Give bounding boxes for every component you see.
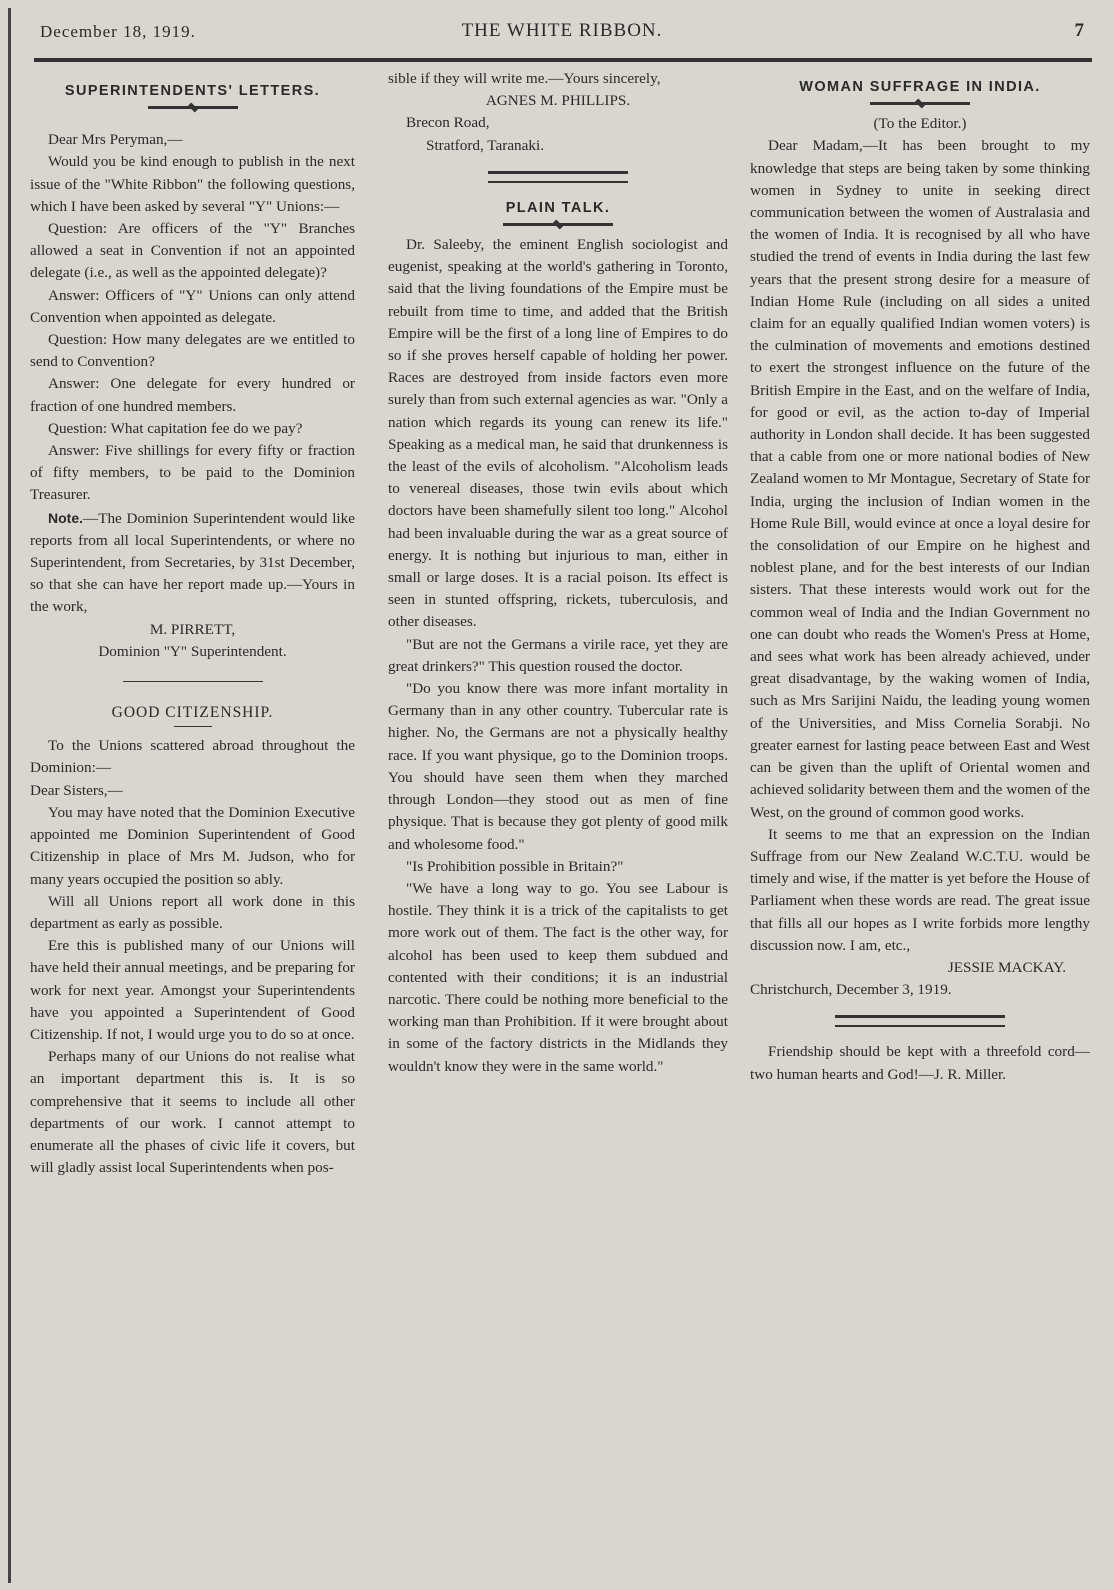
column-left [30,68,355,1179]
paragraph: Question: What capitation fee do we pay? [48,419,303,437]
woman-suffrage-heading: WOMAN SUFFRAGE IN INDIA. [799,79,1041,95]
signature-name: AGNES M. PHILLIPS. [485,92,631,110]
paragraph: Answer: Five shillings for every fifty or fraction of fifty members, to be paid to the Dominion Treasurer. [30,442,355,504]
page-number: 7 [1074,20,1084,41]
paragraph: "Is Prohibition possible in Britain?" [406,857,624,875]
paragraph: "But are not the Germans a virile race, yet they are great drinkers?" This question roused the doctor. [388,635,728,675]
subheading: (To the Editor.) [873,115,967,133]
paragraph: Question: How many delegates are we entitled to send to Convention? [30,331,355,371]
paragraph: "We have a long way to go. You see Labour is hostile. They think it is a trick of the capitalists to get more work out of them. The fact is the other way, for alcohol has been used to keep them subdued and contented with their conditions; it is an industrial narcotic. There could be nothing more beneficial to the working man than Prohibition. If it were brought about in some of the factory districts in the Midlands they wouldn't know they were in the same world." [388,879,728,1075]
signature-name: M. PIRRETT, [149,620,236,638]
letter-continuation: sible if they will write me.—Yours sincerely, [388,70,661,87]
paragraph: Answer: One delegate for every hundred or fraction of one hundred members. [30,375,355,415]
superintendents-heading: SUPERINTENDENTS' LETTERS. [64,83,321,99]
address-line-2: Stratford, Taranaki. [426,136,545,154]
ornament-divider [148,106,238,109]
paragraph: Perhaps many of our Unions do not realise what an important department this is. It is so comprehensive that it seems to include all other departments of our work. I cannot attempt to enumerate all the phases of civic life it covers, but will gladly assist local Superintendents when pos- [30,1048,355,1177]
double-rule-divider [835,1015,1005,1027]
note-label: Note. [48,509,83,526]
salutation: Dear Sisters,— [30,781,123,799]
signature-name: JESSIE MACKAY. [947,958,1066,976]
paragraph: It seems to me that an expression on the Indian Suffrage from our New Zealand W.C.T.U. would be timely and wise, if the matter is yet before the House of Parliament when these words are read. The great issue that fills all our hopes as I write forbids more lengthy discussion now. I am, etc., [750,825,1090,954]
section-divider [123,681,263,682]
column-right [750,68,1090,1086]
paragraph: Dr. Saleeby, the eminent English sociologist and eugenist, speaking at the world's gathering in Toronto, said that the living foundations of the Empire must be rebuilt from time to time, and added that the British Empire will be the first of a long line of Empires to do so if she proves herself capable of holding her power. Races are destroyed from inside factors even more surely than from such external agencies as war. "Only a nation which regards its young can renew its life." Speaking as a medical man, he said that drunkenness is the least of the evils of alcoholism. "Alcoholism leads to venereal diseases, those twin evils about which doctors have been shamefully silent too long." Alcohol had been invaluable during the war as a great source of energy. It is nothing but injurious to man, either in small or large doses. It is a racial poison. Its effect is seen in stunted offspring, rickets, tuberculosis, and other diseases. [388,236,728,631]
address-line-1: Brecon Road, [406,114,490,132]
paragraph: "Do you know there was more infant mortality in Germany than in any other country. Tubercular rate is higher. No, the Germans are not a physically healthy race. If you want physique, go to the Dominion troops. You should have seen them when they marched through London—they stood out as men of fine physique. That is because they got plenty of good milk and wholesome food." [388,680,728,853]
paragraph: Would you be kind enough to publish in the next issue of the "White Ribbon" the following questions, which I have been asked by several "Y" Unions:— [30,153,355,215]
signature-title: Dominion "Y" Superintendent. [98,642,287,660]
header-date: December 18, 1919. [40,22,196,41]
note-text: —The Dominion Superintendent would like reports from all local Superintendents, or where no Superintendent, from Secretaries, by 31st December, so that she can have her report made up.—Yours in the work, [30,509,355,616]
header-divider [34,58,1092,62]
address-line: To the Unions scattered abroad throughout the Dominion:— [30,737,355,777]
ornament-divider [503,223,613,226]
paragraph: Question: Are officers of the "Y" Branches allowed a seat in Convention if not an appointed delegate (i.e., as well as the appointed delegate)? [30,220,355,282]
note-paragraph [30,507,355,619]
closing-quote: Friendship should be kept with a threefold cord—two human hearts and God!—J. R. Miller. [750,1043,1090,1083]
paragraph: Will all Unions report all work done in this department as early as possible. [30,892,355,932]
header-title: THE WHITE RIBBON. [461,20,663,41]
paragraph: Dear Madam,—It has been brought to my knowledge that steps are being taken by some thinking women in Sydney to unite in seeking direct communication between the women of Australasia and the women of India. It is recognised by all who have studied the trend of events in India during the last few years that the present strong desire for a measure of Indian Home Rule (including on all sides a united claim for an equally qualified Indian women voters) is the culmination of movements and emotions destined to exert the strongest influence on the future of the British Empire in the East, and on the welfare of India, for good or evil, as the action to-day of Imperial authority in London shall decide. It has been suggested that a cable from one or more national bodies of New Zealand women to Mr Montague, Secretary of State for India, urging the inclusion of Indian women in the Home Rule Bill, would evince at once a loyal desire for the consolidation of our Empire on he highest and noblest plane, and for the best interests of our Indian sisters. That these interests would work out for the common weal of India and the Indian Government no one can doubt who reads the Women's Press at Home, and sees what work has been already achieved, under great disadvantage, by the waking women of India, such as Mrs Sarijini Naidu, the leading young women of the Universities, and Miss Cornelia Sorabji. No greater earnest for lasting peace between East and West can be given than the uplift of Oriental women and achieved solidarity between them and the women of the West, on the ground of common good works. [750,137,1090,821]
paragraph: Ere this is published many of our Unions will have held their annual meetings, and be preparing for work for next year. Amongst your Superintendents have you appointed a Superintendent of Good Citizenship. If not, I would urge you to do so at once. [30,937,355,1043]
short-divider [174,726,212,727]
ornament-divider [870,102,970,105]
left-margin-rule [8,8,11,1583]
plain-talk-heading: PLAIN TALK. [505,199,611,216]
salutation: Dear Mrs Peryman,— [48,131,183,149]
double-rule-divider [488,171,628,183]
paragraph: You may have noted that the Dominion Executive appointed me Dominion Superintendent of Good Citizenship in place of Mrs M. Judson, who for many years occupied the position so ably. [30,803,355,888]
good-citizenship-heading: GOOD CITIZENSHIP. [111,704,274,722]
paragraph: Answer: Officers of "Y" Unions can only attend Convention when appointed as delegate. [30,286,355,326]
column-middle [388,68,728,1078]
page-header [40,18,1084,48]
signature-place-date: Christchurch, December 3, 1919. [750,981,952,999]
